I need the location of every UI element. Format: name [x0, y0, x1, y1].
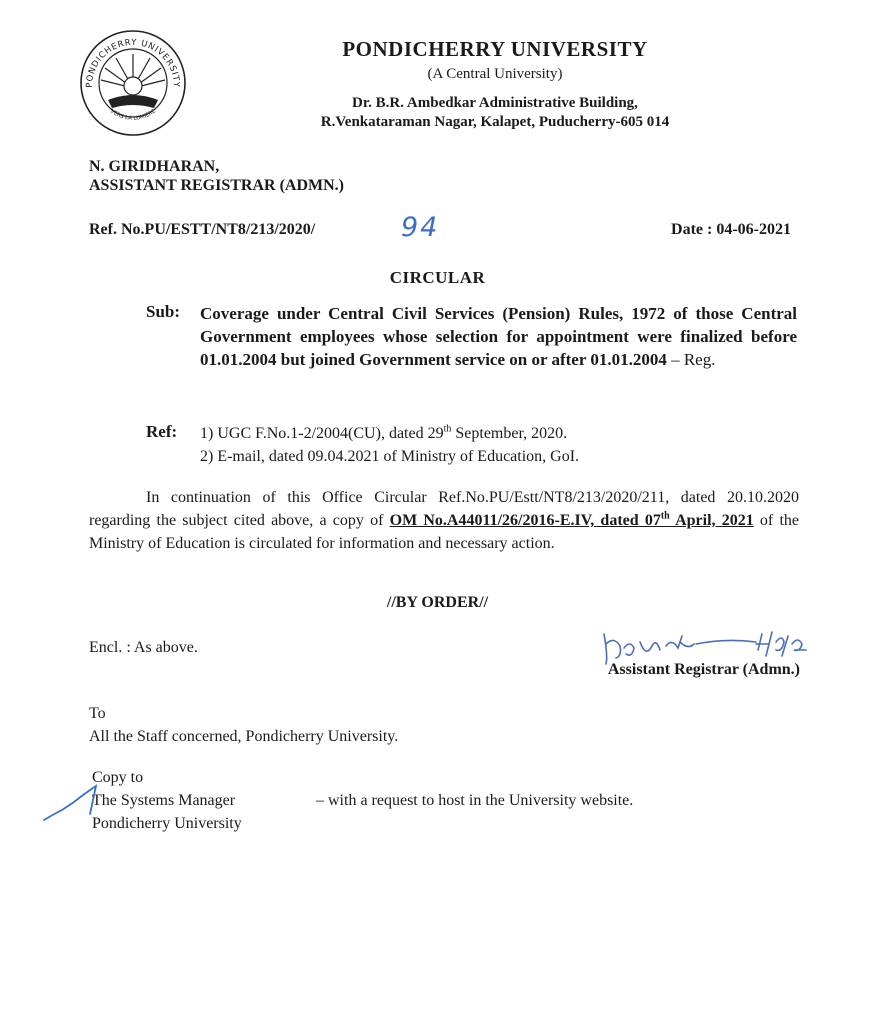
by-order: //BY ORDER// — [386, 594, 489, 611]
signatory-title: Assistant Registrar (Admn.) — [607, 661, 800, 678]
enclosure-note: Encl. : As above. — [89, 639, 198, 656]
subject-label: Sub: — [146, 302, 181, 321]
subject-bold: Coverage under Central Civil Services (Pension) Rules, 1972 of those Central Government employees whose selection for appointment were finalized before 01.01.2004 but joined Government service on or after 01.01.2004 — [200, 304, 797, 369]
om-reference: OM No.A44011/26/2016-E.IV, dated 07th April, 2021 — [389, 510, 754, 529]
copy-note: – with a request to host in the University website. — [316, 792, 634, 809]
circular-date: Date : 04-06-2021 — [671, 221, 791, 238]
address-line-2: R.Venkataraman Nagar, Kalapet, Puducherry-605 014 — [320, 114, 670, 130]
circular-heading: CIRCULAR — [389, 268, 486, 287]
to-label: To — [89, 705, 106, 722]
address-line-1: Dr. B.R. Ambedkar Administrative Building, — [352, 95, 638, 111]
sender-title: ASSISTANT REGISTRAR (ADMN.) — [89, 177, 345, 194]
subject-text — [200, 302, 797, 371]
reference-number: Ref. No.PU/ESTT/NT8/213/2020/ — [89, 221, 316, 238]
university-name: PONDICHERRY UNIVERSITY — [342, 37, 648, 61]
sender-name: N. GIRIDHARAN, — [89, 158, 220, 175]
ref-item-2: 2) E-mail, dated 09.04.2021 of Ministry of Education, GoI. — [200, 448, 580, 465]
subject-tail: – Reg. — [666, 350, 716, 369]
ref-label: Ref: — [146, 422, 178, 441]
svg-text:PONDICHERRY UNIVERSITY: PONDICHERRY UNIVERSITY — [84, 37, 182, 88]
copy-to-label: Copy to — [92, 769, 144, 786]
copy-recipient-line-2: Pondicherry University — [92, 815, 242, 832]
to-recipients: All the Staff concerned, Pondicherry University. — [89, 728, 399, 745]
ref-list — [200, 422, 579, 468]
handwritten-tick-icon — [40, 780, 100, 830]
copy-recipient-line-1: The Systems Manager — [92, 792, 236, 809]
svg-text:VERS LA LUMIÈRE: VERS LA LUMIÈRE — [108, 108, 158, 122]
body-paragraph: In continuation of this Office Circular Ref.No.PU/Estt/NT8/213/2020/211, dated 20.10.2020 regarding the subject cited above, a copy of OM No.A44011/26/2016-E.IV, dated 07th April, 2021 of the Ministry of Education is circulated for information and necessary action. — [89, 489, 799, 552]
university-subtitle: (A Central University) — [427, 66, 563, 82]
ref-item-1: 1) UGC F.No.1-2/2004(CU), dated 29th September, 2020. — [200, 423, 568, 442]
handwritten-number: 94 — [401, 212, 440, 243]
